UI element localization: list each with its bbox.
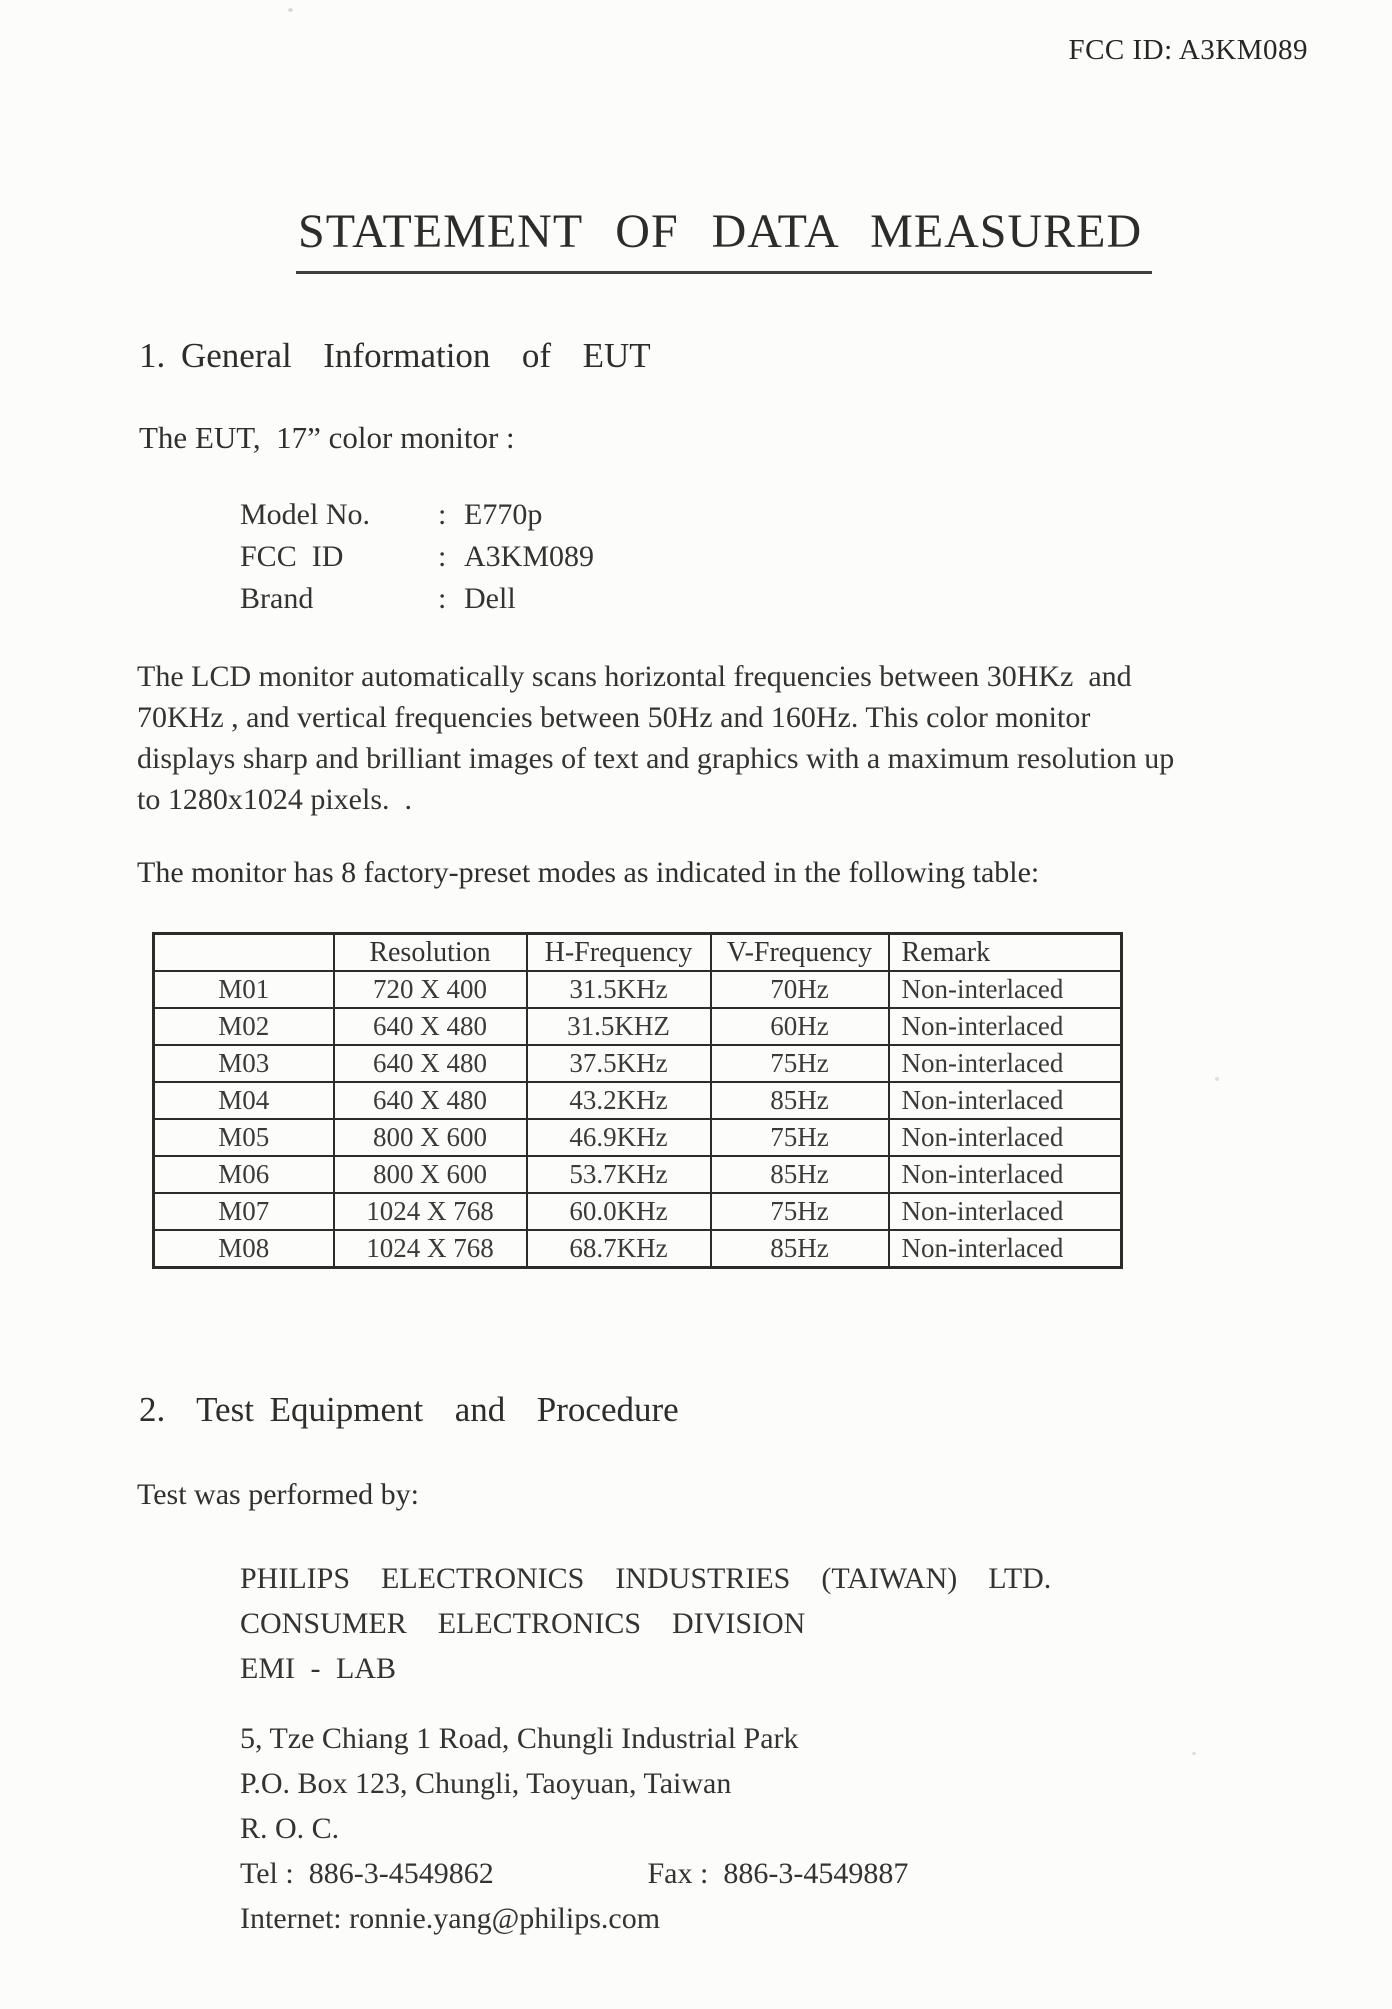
- cell-resolution: 1024 X 768: [334, 1193, 527, 1230]
- factory-preset-modes-table: [152, 932, 1123, 1269]
- device-info-row-brand: [240, 582, 594, 624]
- cell-mode: M08: [154, 1230, 334, 1268]
- cell-v-frequency: 85Hz: [711, 1082, 889, 1119]
- cell-resolution: 720 X 400: [334, 971, 527, 1008]
- cell-h-frequency: 43.2KHz: [527, 1082, 711, 1119]
- paragraph-line: 70KHz , and vertical frequencies between 50Hz and 160Hz. This color monitor: [137, 701, 1091, 734]
- tel-number: Tel : 886-3-4549862: [240, 1857, 494, 1890]
- company-block: [240, 1556, 1051, 1691]
- header-h-frequency: H-Frequency: [527, 934, 711, 972]
- document-title: STATEMENT OF DATA MEASURED: [296, 204, 1152, 274]
- cell-v-frequency: 75Hz: [711, 1045, 889, 1082]
- address-block: [240, 1716, 908, 1941]
- company-line: PHILIPS ELECTRONICS INDUSTRIES (TAIWAN) LTD.: [240, 1562, 1052, 1595]
- address-line: P.O. Box 123, Chungli, Taoyuan, Taiwan: [240, 1767, 732, 1800]
- address-line: 5, Tze Chiang 1 Road, Chungli Industrial Park: [240, 1722, 799, 1755]
- paragraph-line: The LCD monitor automatically scans horizontal frequencies between 30HKz and: [137, 660, 1132, 693]
- cell-v-frequency: 75Hz: [711, 1193, 889, 1230]
- tel-fax-line: [240, 1851, 908, 1896]
- cell-v-frequency: 85Hz: [711, 1156, 889, 1193]
- cell-h-frequency: 60.0KHz: [527, 1193, 711, 1230]
- section1-heading: 1. General Information of EUT: [139, 336, 651, 375]
- cell-h-frequency: 53.7KHz: [527, 1156, 711, 1193]
- header-resolution: Resolution: [334, 934, 527, 972]
- cell-remark: Non-interlaced: [889, 1045, 1122, 1082]
- table-row: [154, 1119, 1122, 1156]
- cell-v-frequency: 60Hz: [711, 1008, 889, 1045]
- device-colon: :: [438, 498, 447, 531]
- company-line: CONSUMER ELECTRONICS DIVISION: [240, 1607, 806, 1640]
- cell-h-frequency: 46.9KHz: [527, 1119, 711, 1156]
- cell-v-frequency: 70Hz: [711, 971, 889, 1008]
- paragraph-line: displays sharp and brilliant images of text and graphics with a maximum resolution up: [137, 742, 1175, 775]
- fcc-id-header: FCC ID: A3KM089: [1068, 34, 1308, 66]
- cell-mode: M07: [154, 1193, 334, 1230]
- table-row: [154, 1045, 1122, 1082]
- table-row: [154, 1193, 1122, 1230]
- device-model-label: Model No.: [240, 498, 370, 531]
- cell-mode: M06: [154, 1156, 334, 1193]
- cell-resolution: 800 X 600: [334, 1119, 527, 1156]
- cell-remark: Non-interlaced: [889, 1119, 1122, 1156]
- internet-line: Internet: ronnie.yang@philips.com: [240, 1902, 661, 1935]
- cell-remark: Non-interlaced: [889, 1082, 1122, 1119]
- cell-resolution: 640 X 480: [334, 1008, 527, 1045]
- cell-resolution: 1024 X 768: [334, 1230, 527, 1268]
- device-fccid-label: FCC ID: [240, 540, 344, 573]
- cell-resolution: 640 X 480: [334, 1082, 527, 1119]
- table-row: [154, 1082, 1122, 1119]
- cell-resolution: 640 X 480: [334, 1045, 527, 1082]
- device-colon: :: [438, 540, 447, 573]
- table-row: [154, 1008, 1122, 1045]
- performed-by-line: Test was performed by:: [137, 1478, 419, 1511]
- device-colon: :: [438, 582, 447, 615]
- cell-v-frequency: 75Hz: [711, 1119, 889, 1156]
- cell-h-frequency: 68.7KHz: [527, 1230, 711, 1268]
- fax-number: Fax : 886-3-4549887: [647, 1857, 909, 1890]
- section2-heading: 2. Test Equipment and Procedure: [139, 1390, 679, 1429]
- device-info-row-fccid: [240, 540, 594, 582]
- cell-h-frequency: 31.5KHz: [527, 971, 711, 1008]
- header-v-frequency: V-Frequency: [711, 934, 889, 972]
- cell-remark: Non-interlaced: [889, 1230, 1122, 1268]
- cell-remark: Non-interlaced: [889, 1156, 1122, 1193]
- device-brand-value: Dell: [464, 582, 516, 615]
- device-fccid-value: A3KM089: [464, 540, 595, 573]
- scan-speck: [1215, 1077, 1219, 1081]
- scan-speck: [288, 8, 293, 12]
- table-row: [154, 1156, 1122, 1193]
- company-line: EMI - LAB: [240, 1652, 396, 1685]
- address-line: R. O. C.: [240, 1812, 340, 1845]
- monitor-description-paragraph: [137, 656, 1327, 820]
- header-mode: [154, 934, 334, 972]
- cell-mode: M01: [154, 971, 334, 1008]
- eut-intro-line: The EUT, 17” color monitor :: [139, 420, 515, 455]
- header-remark: Remark: [889, 934, 1122, 972]
- table-row: [154, 1230, 1122, 1268]
- scan-speck: [1192, 1752, 1196, 1755]
- table-header-row: [154, 934, 1122, 972]
- cell-mode: M03: [154, 1045, 334, 1082]
- cell-resolution: 800 X 600: [334, 1156, 527, 1193]
- cell-v-frequency: 85Hz: [711, 1230, 889, 1268]
- cell-h-frequency: 37.5KHz: [527, 1045, 711, 1082]
- cell-h-frequency: 31.5KHZ: [527, 1008, 711, 1045]
- cell-mode: M05: [154, 1119, 334, 1156]
- table-row: [154, 971, 1122, 1008]
- table-intro-line: The monitor has 8 factory-preset modes as indicated in the following table:: [137, 856, 1040, 889]
- device-info-block: [240, 498, 594, 624]
- cell-mode: M02: [154, 1008, 334, 1045]
- device-brand-label: Brand: [240, 582, 314, 615]
- cell-remark: Non-interlaced: [889, 1008, 1122, 1045]
- paragraph-line: to 1280x1024 pixels. .: [137, 783, 412, 816]
- device-model-value: E770p: [464, 498, 543, 531]
- device-info-row-model: [240, 498, 594, 540]
- cell-remark: Non-interlaced: [889, 1193, 1122, 1230]
- cell-remark: Non-interlaced: [889, 971, 1122, 1008]
- cell-mode: M04: [154, 1082, 334, 1119]
